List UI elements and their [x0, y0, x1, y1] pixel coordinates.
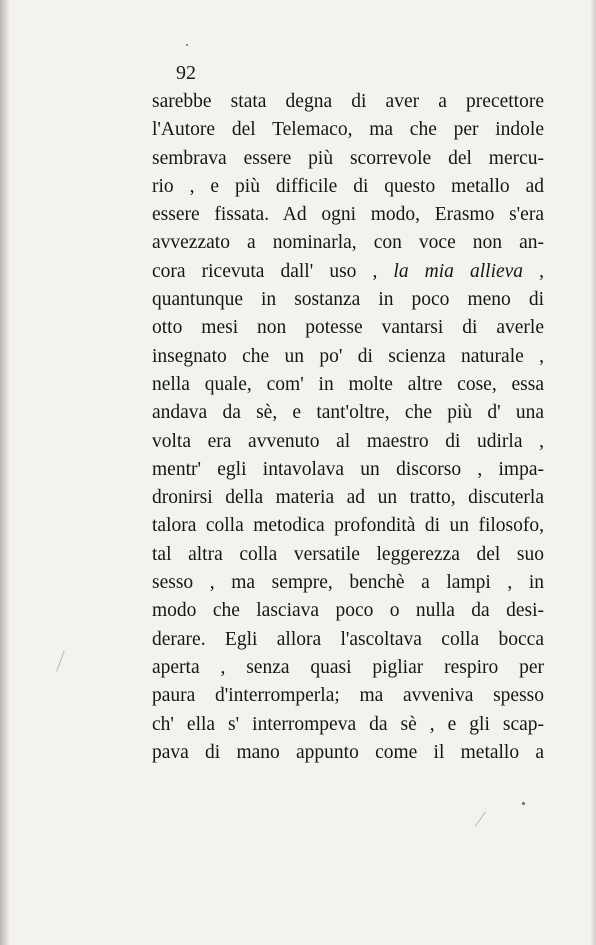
text-line: pava di mano appunto come il metallo a: [152, 741, 544, 763]
text-line: andava da sè, e tant'oltre, che più d' una: [152, 402, 544, 424]
text-line: volta era avvenuto al maestro di udirla ,: [152, 430, 544, 452]
text-line: l'Autore del Telemaco, ma che per indole: [152, 119, 544, 141]
text-line: nella quale, com' in molte altre cose, essa: [152, 373, 544, 395]
text-line: mentr' egli intavolava un discorso , impa-: [152, 458, 544, 480]
text-line: tal altra colla versatile leggerezza del suo: [152, 543, 544, 565]
text-line: derare. Egli allora l'ascoltava colla bocca: [152, 628, 544, 650]
paper-scratch: [475, 811, 486, 826]
paper-scratch: [56, 650, 64, 671]
text-line: otto mesi non potesse vantarsi di averle: [152, 317, 544, 339]
paper-speck: [186, 44, 188, 46]
text-line: sesso , ma sempre, benchè a lampi , in: [152, 572, 544, 594]
text-line: insegnato che un po' di scienza naturale ,: [152, 345, 544, 367]
spine-shadow: [0, 0, 10, 945]
text-line: essere fissata. Ad ogni modo, Erasmo s'era: [152, 204, 544, 226]
text-line: aperta , senza quasi pigliar respiro per: [152, 656, 544, 678]
page-number: 92: [176, 62, 196, 84]
text-line: paura d'interromperla; ma avveniva spesso: [152, 685, 544, 707]
italic-phrase: la mia allieva: [393, 260, 524, 282]
text-line: sarebbe stata degna di aver a precettore: [152, 91, 544, 112]
paper-speck: [522, 802, 525, 805]
text-line: talora colla metodica profondità di un filosofo,: [152, 515, 544, 537]
text-line: avvezzato a nominarla, con voce non an-: [152, 232, 544, 254]
text-line: rio , e più difficile di questo metallo ad: [152, 175, 544, 197]
text-line: quantunque in sostanza in poco meno di: [152, 289, 544, 311]
text-line: sembrava essere più scorrevole del mercu-: [152, 147, 544, 169]
text-line: ch' ella s' interrompeva da sè , e gli scap-: [152, 713, 544, 735]
page-edge: [590, 0, 596, 945]
text-line: dronirsi della materia ad un tratto, discuterla: [152, 487, 544, 509]
body-text: [152, 88, 544, 767]
text-line-with-italic: cora ricevuta dall' uso , la mia allieva ,: [152, 260, 544, 282]
text-line: modo che lasciava poco o nulla da desi-: [152, 600, 544, 622]
